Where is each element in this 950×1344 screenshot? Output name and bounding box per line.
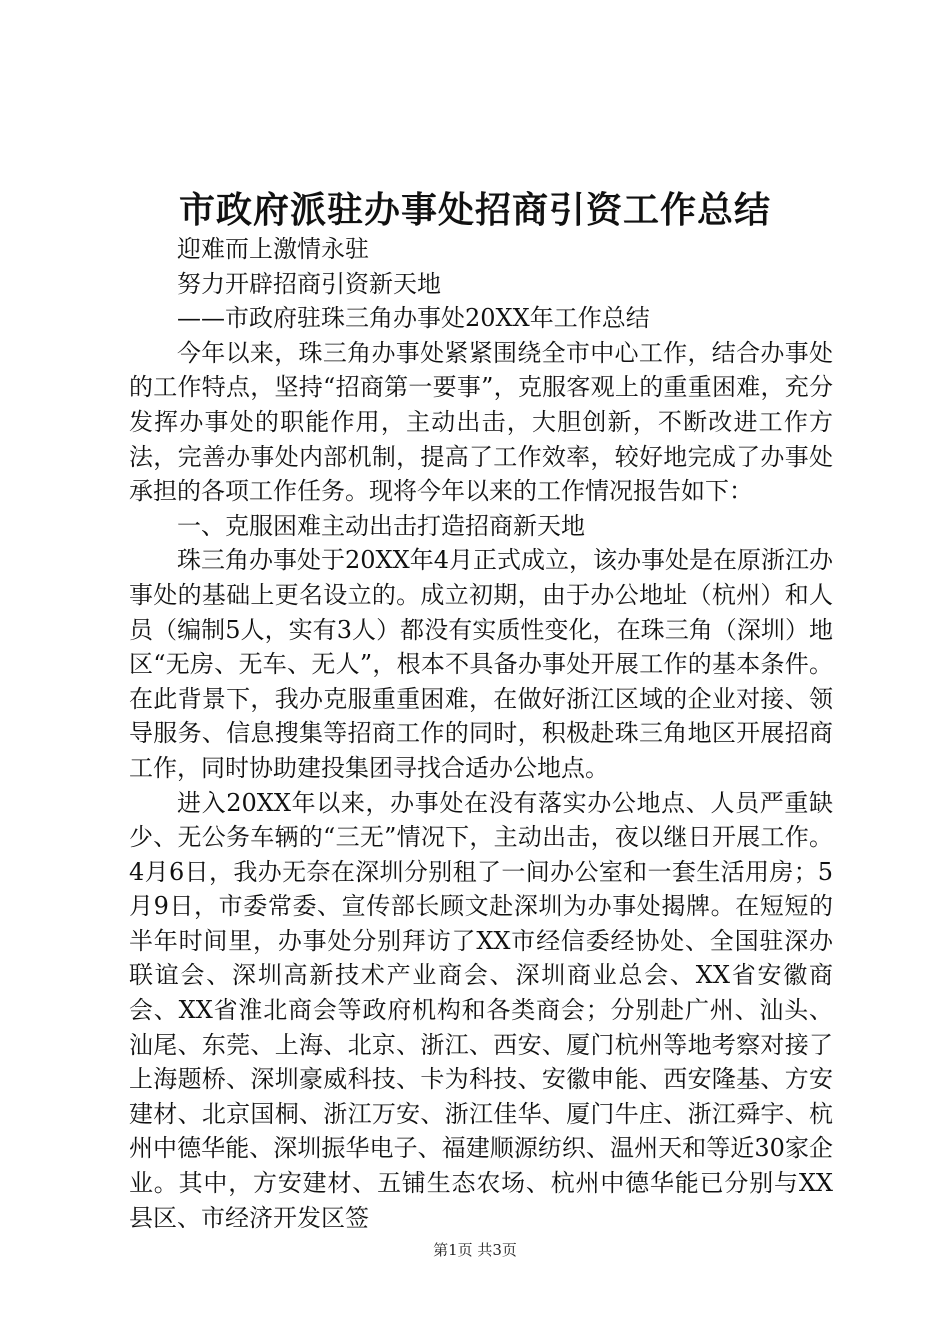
intro-paragraph: 今年以来，珠三角办事处紧紧围绕全市中心工作，结合办事处的工作特点，坚持“招商第一要事”，克服客观上的重重困难，充分发挥办事处的职能作用，主动出击，大胆创新，不断改进工作方法，完善办事处内部机制，提高了工作效率，较好地完成了办事处承担的各项工作任务。现将今年以来的工作情况报告如下：	[129, 338, 833, 506]
subtitle-line-1: 迎难而上激情永驻	[177, 235, 369, 263]
body-paragraph-2: 进入20XX年以来，办事处在没有落实办公地点、人员严重缺少、无公务车辆的“三无”情况下，主动出击，夜以继日开展工作。4月6日，我办无奈在深圳分别租了一间办公室和一套生活用房；5月9日，市委常委、宣传部长顾文赴深圳为办事处揭牌。在短短的半年时间里，办事处分别拜访了XX市经信委经协处、全国驻深办联谊会、深圳高新技术产业商会、深圳商业总会、XX省安徽商会、XX省淮北商会等政府机构和各类商会；分别赴广州、汕头、汕尾、东莞、上海、北京、浙江、西安、厦门杭州等地考察对接了上海题桥、深圳豪威科技、卡为科技、安徽申能、西安隆基、方安建材、北京国桐、浙江万安、浙江佳华、厦门牛庄、浙江舜宇、杭州中德华能、深圳振华电子、福建顺源纺织、温州天和等近30家企业。其中，方安建材、五铺生态农场、杭州中德华能已分别与XX县区、市经济开发区签	[129, 788, 833, 1232]
body-paragraph-1: 珠三角办事处于20XX年4月正式成立，该办事处是在原浙江办事处的基础上更名设立的。成立初期，由于办公地址（杭州）和人员（编制5人，实有3人）都没有实质性变化，在珠三角（深圳）地区“无房、无车、无人”，根本不具备办事处开展工作的基本条件。在此背景下，我办克服重重困难，在做好浙江区域的企业对接、领导服务、信息搜集等招商工作的同时，积极赴珠三角地区开展招商工作，同时协助建投集团寻找合适办公地点。	[129, 546, 833, 782]
document-title: 市政府派驻办事处招商引资工作总结	[178, 189, 771, 231]
page-footer	[0, 1240, 950, 1260]
subtitle-line-3: ——市政府驻珠三角办事处20XX年工作总结	[177, 304, 650, 333]
section-heading-1: 一、克服困难主动出击打造招商新天地	[177, 511, 585, 540]
document-body	[129, 232, 833, 1235]
page-number: 第1页 共3页	[433, 1241, 517, 1259]
subtitle-line-2: 努力开辟招商引资新天地	[177, 269, 441, 298]
